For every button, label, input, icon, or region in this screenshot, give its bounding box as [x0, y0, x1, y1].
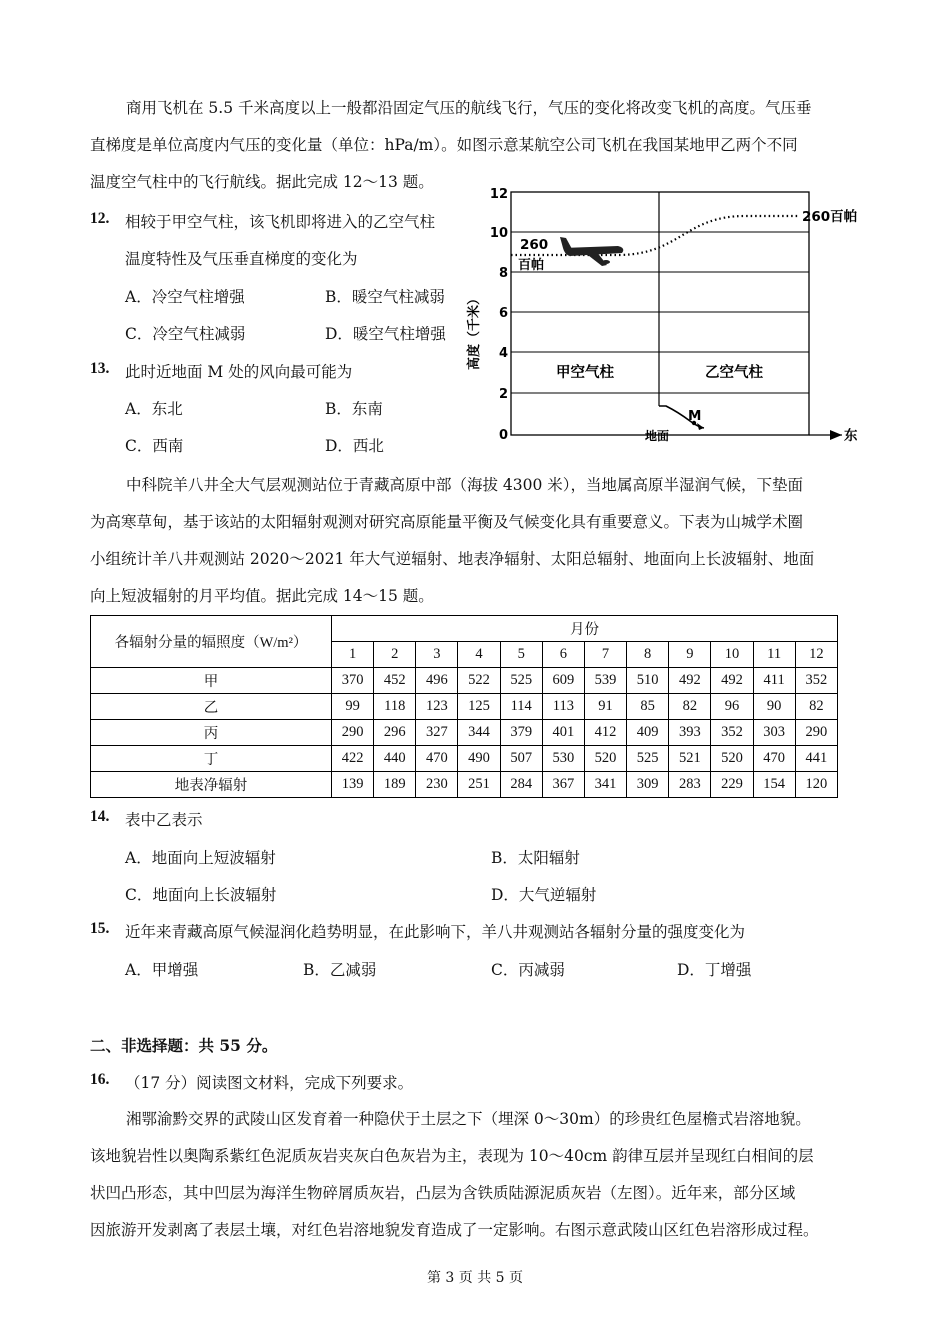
- table-cell: 189: [374, 772, 416, 798]
- table-cell: 367: [542, 772, 584, 798]
- table-cell: 401: [542, 720, 584, 746]
- month-cell: 1: [332, 642, 374, 668]
- q13-stem: 此时近地面 M 处的风向最可能为: [125, 363, 353, 381]
- row-label: 丙: [91, 720, 332, 746]
- table-row: [91, 746, 838, 772]
- table-cell: 251: [458, 772, 500, 798]
- table-cell: 530: [542, 746, 584, 772]
- section2-heading: 二、非选择题：共 55 分。: [90, 1036, 278, 1055]
- q12-option-d: D．暖空气柱增强: [325, 325, 446, 343]
- air-column-figure: [467, 180, 870, 448]
- q12-stem-line1: 相较于甲空气柱，该飞机即将进入的乙空气柱: [125, 213, 436, 231]
- intro2-line3: 小组统计羊八井观测站 2020～2021 年大气逆辐射、地表净辐射、太阳总辐射、地面向上长波辐射、地面: [90, 550, 815, 568]
- intro2-line2: 为高寒草甸，基于该站的太阳辐射观测对研究高原能量平衡及气候变化具有重要意义。下表为山城学术圈: [90, 513, 804, 531]
- table-cell: 352: [711, 720, 753, 746]
- flight-route-isobar: [511, 216, 800, 255]
- month-cell: 6: [542, 642, 584, 668]
- table-cell: 492: [711, 668, 753, 694]
- q14-number: 14.: [90, 808, 110, 825]
- q15-number: 15.: [90, 920, 110, 937]
- q12-option-c: C．冷空气柱减弱: [125, 325, 246, 343]
- column-label-right: 乙空气柱: [705, 365, 763, 381]
- table-cell: 344: [458, 720, 500, 746]
- y-tick-10: 10: [489, 226, 508, 241]
- row-label: 乙: [91, 694, 332, 720]
- east-label: 东: [844, 428, 858, 444]
- table-cell: 470: [416, 746, 458, 772]
- table-cell: 229: [711, 772, 753, 798]
- y-tick-6: 6: [498, 306, 508, 321]
- q15-option-b: B．乙减弱: [303, 961, 377, 979]
- table-cell: 411: [753, 668, 795, 694]
- table-cell: 440: [374, 746, 416, 772]
- y-tick-2: 2: [498, 387, 508, 402]
- table-cell: 393: [669, 720, 711, 746]
- q14-option-c: C．地面向上长波辐射: [125, 886, 277, 904]
- column-label-left: 甲空气柱: [556, 365, 614, 381]
- table-cell: 370: [332, 668, 374, 694]
- table-corner-header: 各辐射分量的辐照度（W/m²）: [91, 616, 332, 668]
- q15-option-d: D．丁增强: [677, 961, 752, 979]
- table-cell: 82: [669, 694, 711, 720]
- table-cell: 91: [584, 694, 626, 720]
- table-cell: 99: [332, 694, 374, 720]
- table-cell: 352: [795, 668, 837, 694]
- table-cell: 113: [542, 694, 584, 720]
- q15-stem: 近年来青藏高原气候湿润化趋势明显，在此影响下，羊八井观测站各辐射分量的强度变化为: [125, 923, 746, 941]
- month-cell: 8: [627, 642, 669, 668]
- table-row: [91, 772, 838, 798]
- q14-option-d: D．大气逆辐射: [491, 886, 597, 904]
- y-tick-4: 4: [498, 346, 508, 361]
- table-cell: 114: [500, 694, 542, 720]
- table-cell: 520: [711, 746, 753, 772]
- intro2-line4: 向上短波辐射的月平均值。据此完成 14～15 题。: [90, 587, 434, 605]
- table-cell: 290: [795, 720, 837, 746]
- month-cell: 10: [711, 642, 753, 668]
- q15-option-c: C．丙减弱: [491, 961, 565, 979]
- table-cell: 522: [458, 668, 500, 694]
- table-cell: 296: [374, 720, 416, 746]
- table-cell: 341: [584, 772, 626, 798]
- table-cell: 520: [584, 746, 626, 772]
- q13-number: 13.: [90, 360, 110, 377]
- ground-label: 地面: [645, 429, 670, 443]
- table-cell: 452: [374, 668, 416, 694]
- month-cell: 5: [500, 642, 542, 668]
- table-cell: 120: [795, 772, 837, 798]
- q16-line4: 因旅游开发剥离了表层土壤，对红色岩溶地貌发育造成了一定影响。右图示意武陵山区红色岩溶形成过程。: [90, 1221, 819, 1239]
- table-cell: 125: [458, 694, 500, 720]
- table-cell: 284: [500, 772, 542, 798]
- table-cell: 139: [332, 772, 374, 798]
- q13-option-d: D．西北: [325, 437, 384, 455]
- month-cell: 2: [374, 642, 416, 668]
- intro2-line1: 中科院羊八井全大气层观测站位于青藏高原中部（海拔 4300 米），当地属高原半湿润气候，下垫面: [126, 476, 804, 494]
- q13-option-b: B．东南: [325, 400, 383, 418]
- table-cell: 118: [374, 694, 416, 720]
- table-cell: 309: [627, 772, 669, 798]
- table-cell: 507: [500, 746, 542, 772]
- q14-stem: 表中乙表示: [125, 811, 203, 829]
- pressure-label-right: 260百帕: [802, 209, 858, 225]
- q14-option-b: B．太阳辐射: [491, 849, 580, 867]
- q16-line2: 该地貌岩性以奥陶系紫红色泥质灰岩夹灰白色灰岩为主，表现为 10～40cm 韵律互层并呈现红白相间的层: [90, 1147, 814, 1165]
- table-cell: 154: [753, 772, 795, 798]
- table-cell: 496: [416, 668, 458, 694]
- airplane-icon: [560, 237, 623, 266]
- y-axis-label: 高度（千米）: [467, 291, 482, 370]
- month-cell: 11: [753, 642, 795, 668]
- table-cell: 490: [458, 746, 500, 772]
- table-cell: 327: [416, 720, 458, 746]
- intro1-line1: 商用飞机在 5.5 千米高度以上一般都沿固定气压的航线飞行，气压的变化将改变飞机的高度。气压垂: [126, 99, 812, 117]
- table-cell: 422: [332, 746, 374, 772]
- intro1-line2: 直梯度是单位高度内气压的变化量（单位：hPa/m）。如图示意某航空公司飞机在我国某地甲乙两个不同: [90, 136, 798, 154]
- table-month-header: 月份: [332, 616, 838, 642]
- intro1-line3: 温度空气柱中的飞行航线。据此完成 12～13 题。: [90, 173, 434, 191]
- month-cell: 7: [584, 642, 626, 668]
- table-cell: 510: [627, 668, 669, 694]
- q12-number: 12.: [90, 210, 110, 227]
- table-cell: 470: [753, 746, 795, 772]
- month-cell: 3: [416, 642, 458, 668]
- q16-number: 16.: [90, 1071, 110, 1088]
- page-footer: 第 3 页 共 5 页: [426, 1270, 524, 1286]
- table-cell: 96: [711, 694, 753, 720]
- row-label: 丁: [91, 746, 332, 772]
- table-cell: 525: [627, 746, 669, 772]
- table-cell: 525: [500, 668, 542, 694]
- q12-stem-line2: 温度特性及气压垂直梯度的变化为: [125, 250, 358, 268]
- row-label: 地表净辐射: [91, 772, 332, 798]
- table-row: [91, 694, 838, 720]
- table-cell: 290: [332, 720, 374, 746]
- month-cell: 9: [669, 642, 711, 668]
- figure-frame: [511, 192, 809, 435]
- table-cell: 412: [584, 720, 626, 746]
- table-cell: 85: [627, 694, 669, 720]
- table-cell: 230: [416, 772, 458, 798]
- q16-line1: 湘鄂渝黔交界的武陵山区发育着一种隐伏于土层之下（埋深 0～30m）的珍贵红色屋檐式岩溶地貌。: [126, 1110, 811, 1128]
- y-tick-0: 0: [498, 428, 508, 443]
- q13-option-c: C．西南: [125, 437, 184, 455]
- table-cell: 492: [669, 668, 711, 694]
- pressure-label-left-value: 260: [520, 237, 549, 253]
- table-cell: 409: [627, 720, 669, 746]
- table-cell: 90: [753, 694, 795, 720]
- table-cell: 303: [753, 720, 795, 746]
- q14-option-a: A．地面向上短波辐射: [125, 849, 276, 867]
- table-cell: 441: [795, 746, 837, 772]
- y-tick-8: 8: [498, 266, 508, 281]
- y-tick-12: 12: [489, 187, 508, 202]
- q12-option-a: A．冷空气柱增强: [125, 288, 245, 306]
- month-cell: 12: [795, 642, 837, 668]
- q16-stem: （17 分）阅读图文材料，完成下列要求。: [125, 1074, 414, 1092]
- table-cell: 609: [542, 668, 584, 694]
- table-cell: 82: [795, 694, 837, 720]
- q12-option-b: B．暖空气柱减弱: [325, 288, 445, 306]
- table-cell: 521: [669, 746, 711, 772]
- q16-line3: 状凹凸形态，其中凹层为海洋生物碎屑质灰岩，凸层为含铁质陆源泥质灰岩（左图）。近年来，部分区域: [90, 1184, 796, 1202]
- table-cell: 283: [669, 772, 711, 798]
- point-m-label: M: [688, 408, 702, 424]
- q15-option-a: A．甲增强: [125, 961, 199, 979]
- pressure-label-left-unit: 百帕: [518, 258, 545, 273]
- radiation-table: [90, 615, 838, 798]
- q13-option-a: A．东北: [125, 400, 183, 418]
- table-cell: 123: [416, 694, 458, 720]
- table-cell: 379: [500, 720, 542, 746]
- table-cell: 539: [584, 668, 626, 694]
- table-row: [91, 668, 838, 694]
- row-label: 甲: [91, 668, 332, 694]
- table-row: [91, 720, 838, 746]
- month-cell: 4: [458, 642, 500, 668]
